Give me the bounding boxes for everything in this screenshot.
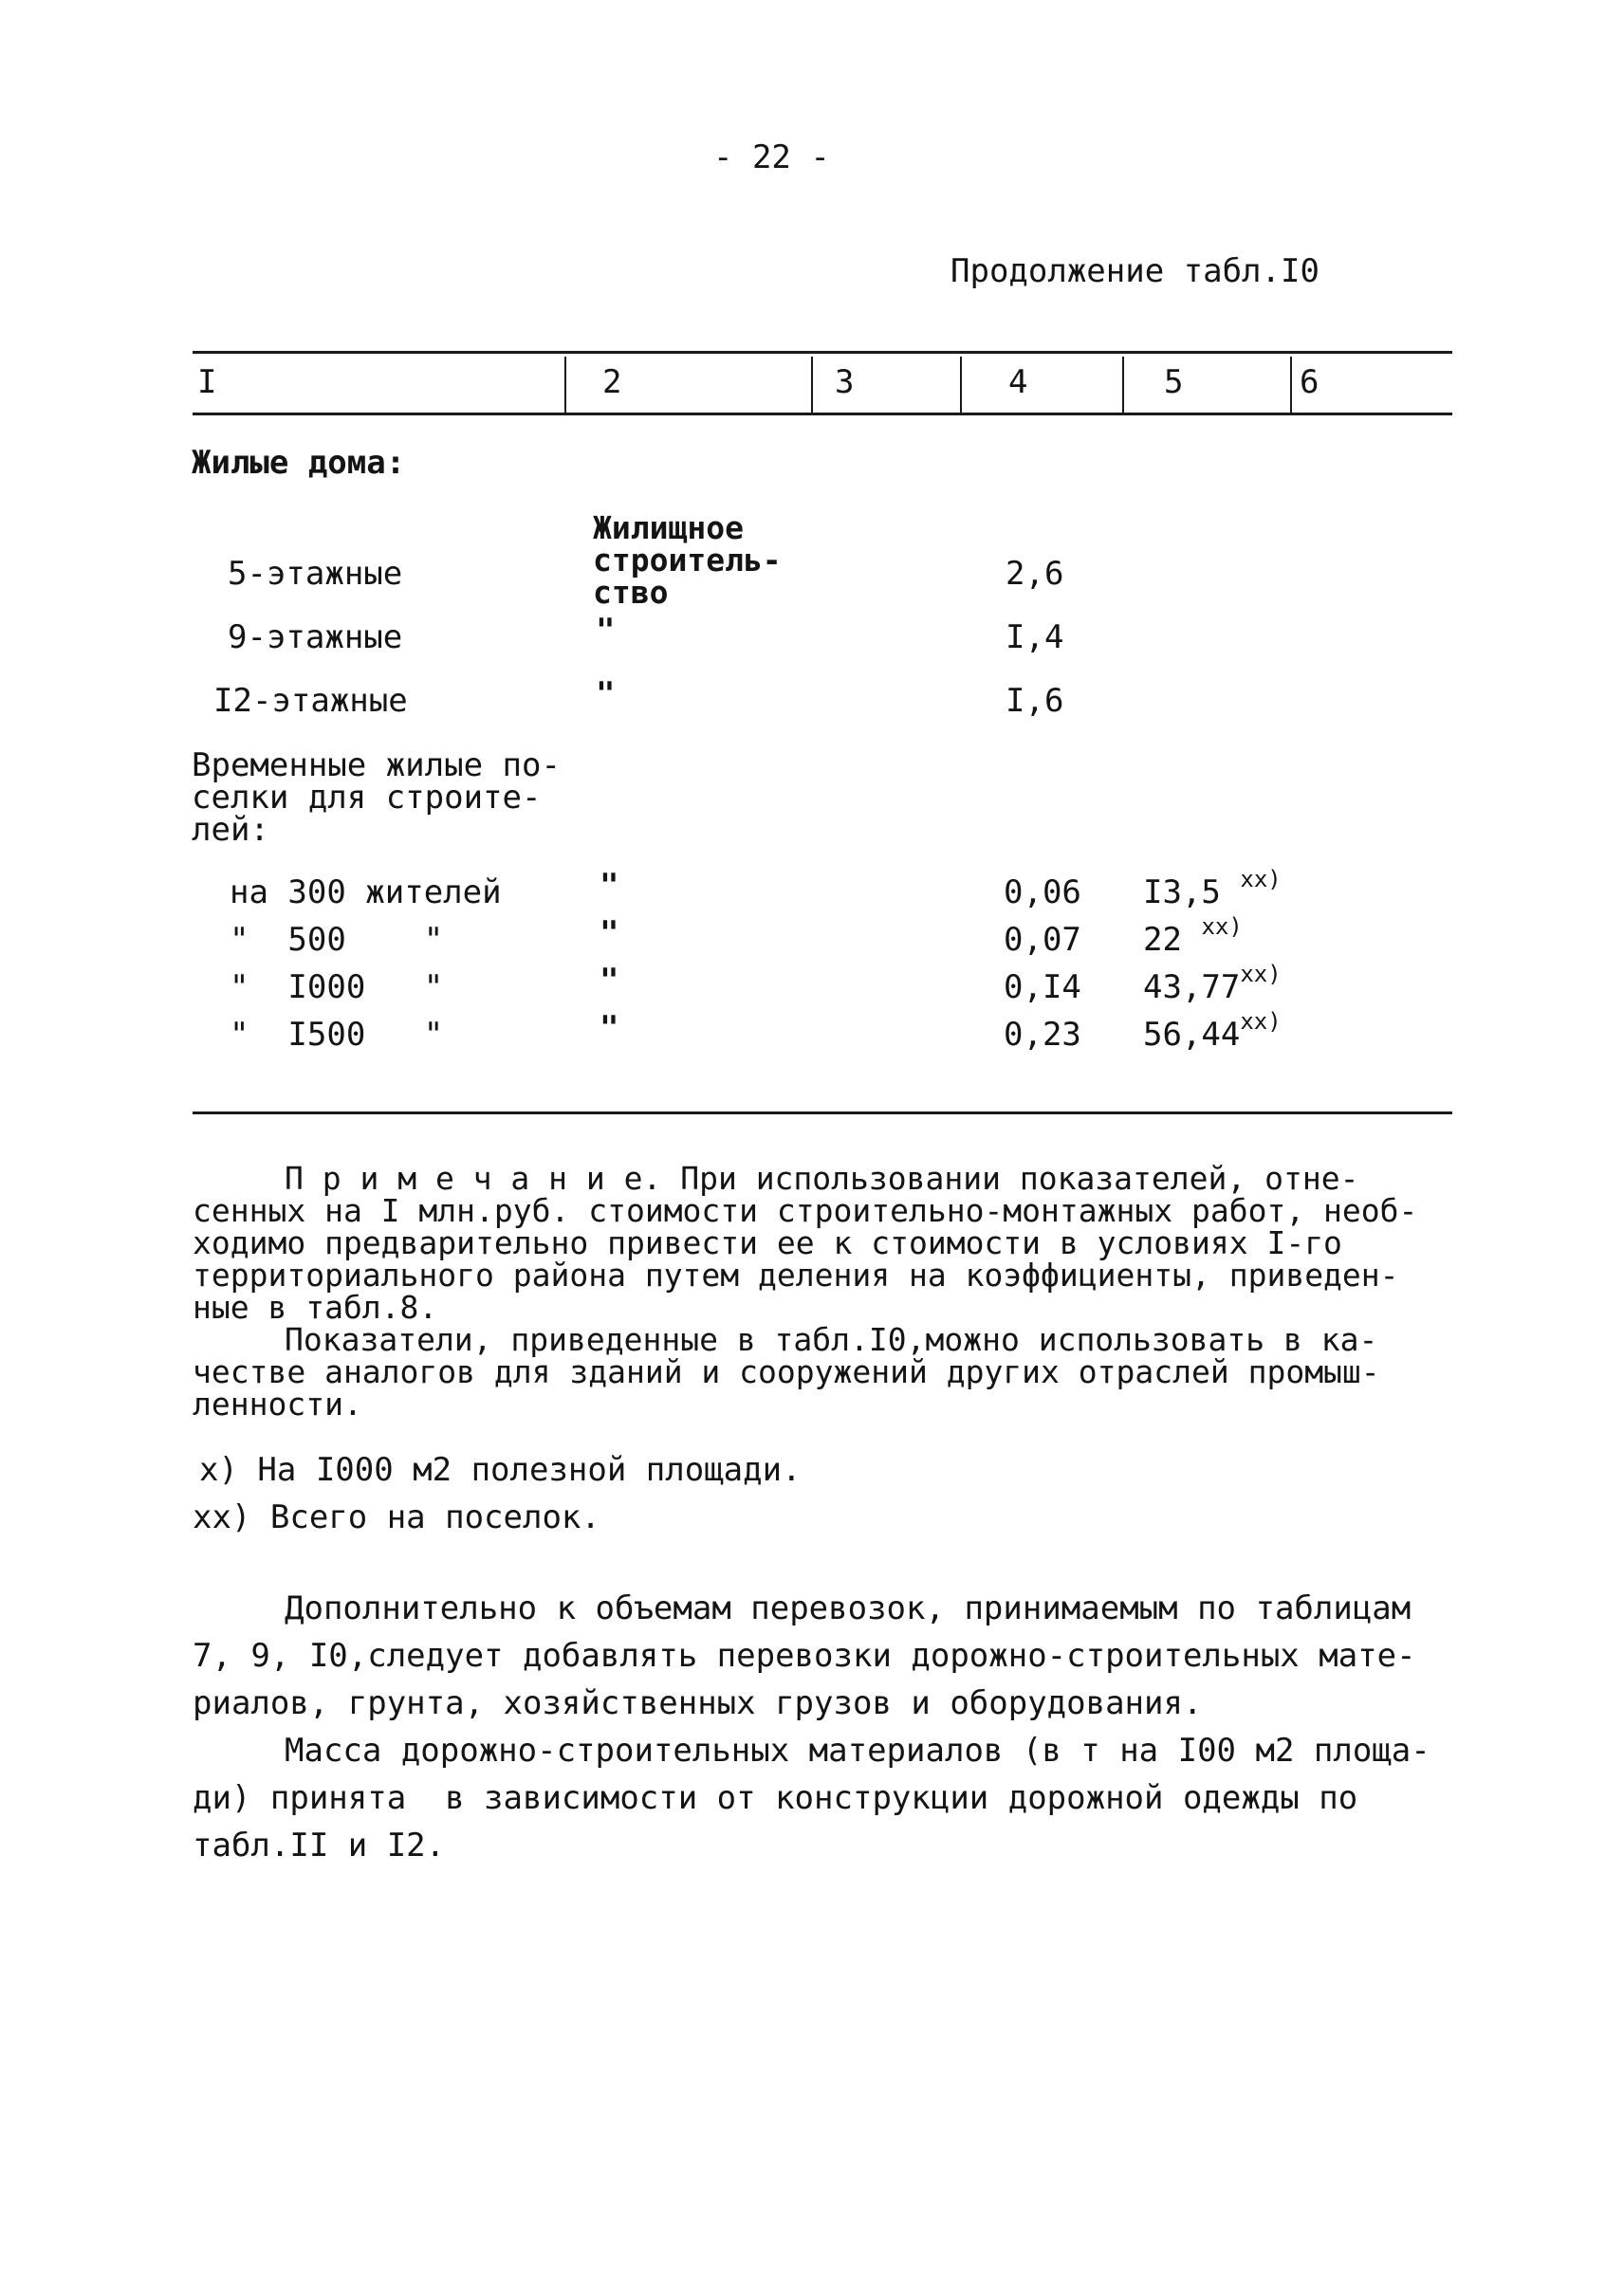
page-number: - 22 - <box>713 138 830 176</box>
cell-ditto: " <box>600 867 619 905</box>
cell-value-col4: 0,07 <box>1004 921 1081 959</box>
cell-value-col5: 43,77$^{xx)}$ <box>1143 961 1282 1006</box>
note-line: ходимо предварительно привести ее к стоимости в условиях I-го <box>193 1224 1342 1261</box>
row-name: 5-этажные <box>228 555 403 593</box>
note-line: ленности. <box>193 1386 362 1423</box>
table-bottom-rule <box>193 1111 1452 1114</box>
cell-ditto: " <box>596 675 616 713</box>
column-separator <box>960 357 962 415</box>
body-line: риалов, грунта, хозяйственных грузов и оборудования. <box>193 1684 1203 1722</box>
cell-value-col5: 56,44$^{xx)}$ <box>1143 1008 1282 1054</box>
column-separator <box>1122 357 1124 415</box>
group-header-temporary-line2: селки для строите- <box>192 779 542 817</box>
row-name: " I000 " <box>230 968 444 1006</box>
column-separator <box>1290 357 1292 415</box>
body-line: 7, 9, I0,следует добавлять перевозки дорожно-строительных мате- <box>193 1637 1416 1675</box>
table-header-rule <box>193 413 1452 415</box>
table-top-rule <box>193 351 1452 354</box>
cell-value-col4: 2,6 <box>1006 555 1064 593</box>
note-line: Показатели, приведенные в табл.I0,можно использовать в ка- <box>285 1321 1378 1358</box>
body-line: Масса дорожно-строительных материалов (в т на I00 м2 площа- <box>285 1732 1430 1770</box>
note-line: ные в табл.8. <box>193 1289 438 1326</box>
row-name: " 500 " <box>230 921 444 959</box>
column-header-5: 5 <box>1164 363 1184 401</box>
footnote-xx: xx) Всего на поселок. <box>193 1498 600 1536</box>
cell-ditto: " <box>600 1009 619 1047</box>
body-line: Дополнительно к объемам перевозок, принимаемым по таблицам <box>285 1589 1412 1627</box>
cell-category-line2: строитель- <box>593 542 782 579</box>
row-name: 9-этажные <box>228 618 403 656</box>
note-line: территориального района путем деления на коэффициенты, приведен- <box>193 1257 1399 1294</box>
column-separator <box>811 357 813 415</box>
cell-value-col4: I,6 <box>1006 682 1064 720</box>
body-line: ди) принята в зависимости от конструкции дорожной одежды по <box>193 1779 1358 1817</box>
footnote-x: x) На I000 м2 полезной площади. <box>199 1451 802 1489</box>
row-name: " I500 " <box>230 1016 444 1054</box>
column-header-6: 6 <box>1300 363 1320 401</box>
row-name: I2-этажные <box>213 682 408 720</box>
body-line: табл.II и I2. <box>193 1827 446 1864</box>
column-header-3: 3 <box>835 363 855 401</box>
group-header-residential: Жилые дома: <box>192 444 406 482</box>
cell-value-col5: I3,5 $^{xx)}$ <box>1143 866 1282 911</box>
cell-ditto: " <box>600 962 619 1000</box>
cell-value-col4: 0,06 <box>1004 873 1081 911</box>
cell-value-col5: 22 $^{xx)}$ <box>1143 913 1243 959</box>
note-line: сенных на I млн.руб. стоимости строительно-монтажных работ, необ- <box>193 1192 1418 1229</box>
cell-category-line1: Жилищное <box>593 509 744 546</box>
note-line: П р и м е ч а н и е. При использовании показателей, отне- <box>285 1160 1359 1197</box>
cell-ditto: " <box>596 612 616 650</box>
cell-ditto: " <box>600 914 619 952</box>
note-line: честве аналогов для зданий и сооружений других отраслей промыш- <box>193 1353 1380 1390</box>
cell-value-col4: 0,I4 <box>1004 968 1081 1006</box>
cell-value-col4: 0,23 <box>1004 1016 1081 1054</box>
column-header-1: I <box>197 363 217 401</box>
column-header-2: 2 <box>602 363 622 401</box>
row-name: на 300 жителей <box>230 873 502 911</box>
group-header-temporary-line1: Временные жилые по- <box>192 746 561 784</box>
cell-category-line3: ство <box>593 574 669 611</box>
column-header-4: 4 <box>1008 363 1028 401</box>
column-separator <box>564 357 566 415</box>
group-header-temporary-line3: лей: <box>192 811 269 849</box>
cell-value-col4: I,4 <box>1006 618 1064 656</box>
table-caption: Продолжение табл.I0 <box>950 252 1320 290</box>
